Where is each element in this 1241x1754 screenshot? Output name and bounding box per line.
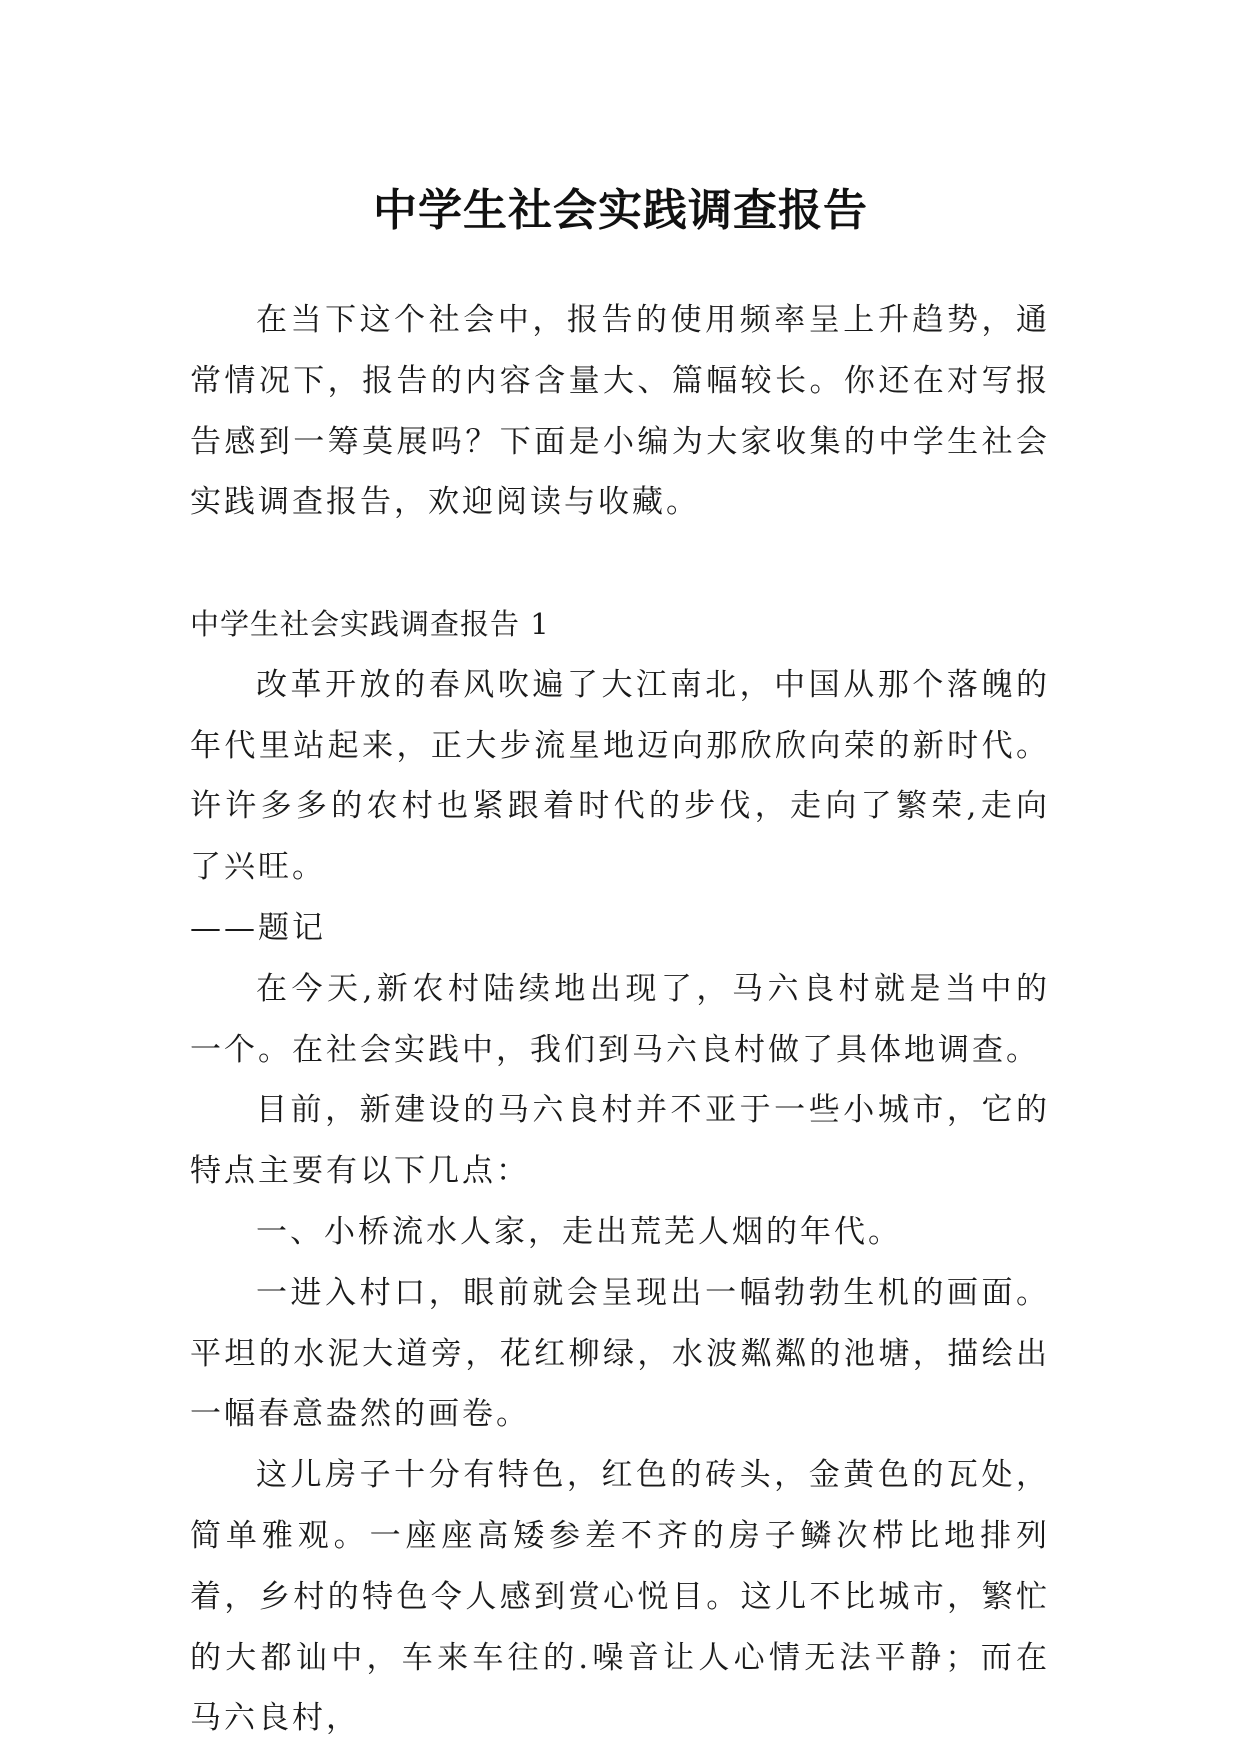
body-paragraph: 改革开放的春风吹遍了大江南北，中国从那个落魄的年代里站起来，正大步流星地迈向那欣欣向荣的新时代。许许多多的农村也紧跟着时代的步伐，走向了繁荣,走向了兴旺。: [190, 666, 1050, 886]
document-body: [190, 290, 1050, 1749]
section-heading: 中学生社会实践调查报告 1: [190, 606, 550, 641]
subheading-paragraph: 一、小桥流水人家，走出荒芜人烟的年代。: [256, 1213, 902, 1250]
page-title: 中学生社会实践调查报告: [373, 185, 868, 237]
epigraph-attribution: ——题记: [190, 909, 326, 946]
intro-paragraph: 在当下这个社会中，报告的使用频率呈上升趋势，通常情况下，报告的内容含量大、篇幅较长。你还在对写报告感到一筹莫展吗？下面是小编为大家收集的中学生社会实践调查报告，欢迎阅读与收藏。: [190, 302, 1050, 521]
body-paragraph: 在今天,新农村陆续地出现了，马六良村就是当中的一个。在社会实践中，我们到马六良村做了具体地调查。: [190, 970, 1050, 1068]
body-paragraph: 一进入村口，眼前就会呈现出一幅勃勃生机的画面。平坦的水泥大道旁，花红柳绿，水波粼粼的池塘，描绘出一幅春意盎然的画卷。: [190, 1274, 1050, 1433]
body-paragraph: 这儿房子十分有特色，红色的砖头，金黄色的瓦处，简单雅观。一座座高矮参差不齐的房子鳞次栉比地排列着，乡村的特色令人感到赏心悦目。这儿不比城市，繁忙的大都讪中，车来车往的.噪音让人心情无法平静；而在马六良村，: [190, 1457, 1050, 1737]
body-paragraph: 目前，新建设的马六良村并不亚于一些小城市，它的特点主要有以下几点：: [190, 1092, 1050, 1190]
